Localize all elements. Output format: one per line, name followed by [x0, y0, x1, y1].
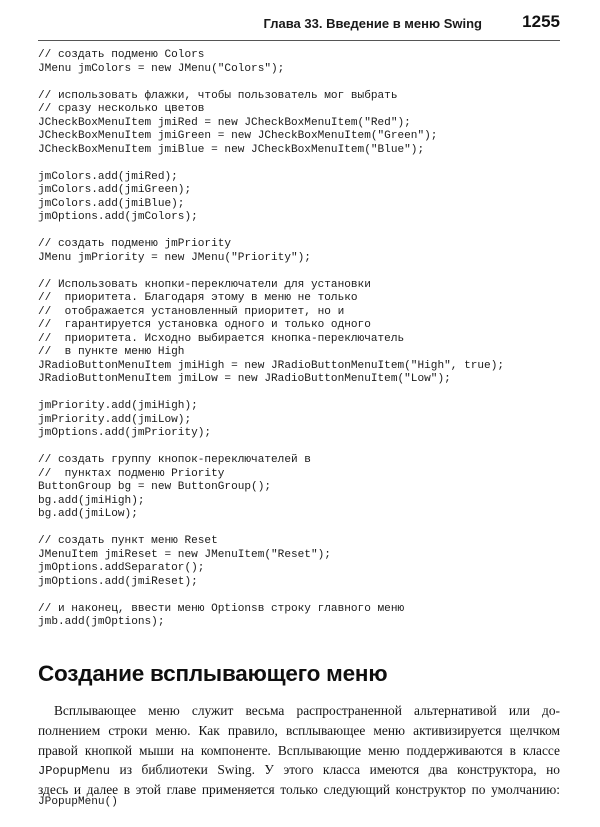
code-line: jmColors.add(jmiRed);: [38, 170, 178, 183]
code-line: jmb.add(jmOptions);: [38, 616, 165, 628]
paragraph-line: правой кнопкой мыши на компоненте. Всплывающие меню поддерживаются в классе: [38, 742, 560, 758]
code-line: jmOptions.add(jmiReset);: [38, 575, 198, 588]
section-heading: Создание всплывающего меню: [38, 661, 388, 686]
code-line: JCheckBoxMenuItem jmiGreen = new JCheckBoxMenuItem("Green");: [38, 130, 438, 142]
code-line: // приоритета. Исходно выбирается кнопка-переключатель: [38, 332, 405, 345]
paragraph-line: здесь и далее в этой главе применяется только следующий конструктор по умолчанию:: [38, 782, 560, 798]
code-line: // гарантируется установка одного и только одного: [38, 319, 371, 331]
code-line: // использовать флажки, чтобы пользователь мог выбрать: [38, 89, 398, 102]
code-line: // Использовать кнопки-переключатели для установки: [38, 278, 371, 291]
body-paragraph: [38, 701, 560, 800]
code-line: jmPriority.add(jmiLow);: [38, 413, 192, 426]
code-line: ButtonGroup bg = new ButtonGroup();: [38, 481, 272, 493]
code-line: jmOptions.add(jmColors);: [38, 211, 198, 223]
code-line: JMenu jmPriority = new JMenu("Priority");: [38, 251, 311, 264]
paragraph-line-text: из библиотеки Swing. У этого класса имеются два конструктора, но: [110, 762, 560, 778]
code-block: [38, 400, 568, 441]
paragraph-line: [38, 760, 560, 780]
code-line: // создать группу кнопок-переключателей в: [38, 454, 311, 466]
code-block: [38, 603, 568, 630]
code-line: jmColors.add(jmiGreen);: [38, 184, 192, 196]
code-line: // сразу несколько цветов: [38, 103, 205, 115]
inline-code-class-name: JPopupMenu: [38, 764, 111, 779]
paragraph-line: полнением строки меню. Как правило, всплывающее меню активизируется щелчком: [38, 722, 560, 738]
code-line: bg.add(jmiLow);: [38, 508, 138, 520]
code-block: [38, 90, 568, 158]
code-line: JCheckBoxMenuItem jmiBlue = new JCheckBoxMenuItem("Blue");: [38, 143, 425, 156]
code-line: jmOptions.add(jmPriority);: [38, 427, 212, 439]
code-block: [38, 238, 568, 265]
code-line: // приоритета. Благодаря этому в меню не только: [38, 292, 358, 304]
code-line: JMenu jmColors = new JMenu("Colors");: [38, 62, 285, 75]
code-listing: [38, 49, 568, 643]
code-line: // и наконец, ввести меню Optionsв строку главного меню: [38, 602, 405, 615]
constructor-code: JPopupMenu(): [38, 796, 118, 808]
paragraph-line: Всплывающее меню служит весьма распространенной альтернативой или до-: [54, 703, 560, 718]
code-line: jmOptions.addSeparator();: [38, 562, 205, 574]
code-block: [38, 279, 568, 387]
code-line: JRadioButtonMenuItem jmiHigh = new JRadioButtonMenuItem("High", true);: [38, 359, 505, 372]
code-line: // создать пункт меню Reset: [38, 535, 218, 547]
code-line: bg.add(jmiHigh);: [38, 494, 145, 507]
code-block: [38, 454, 568, 522]
code-line: // в пункте меню High: [38, 346, 185, 358]
code-line: JMenuItem jmiReset = new JMenuItem("Reset");: [38, 548, 331, 561]
page-number: 1255: [522, 12, 560, 31]
page-header: [38, 14, 560, 36]
running-head: Глава 33. Введение в меню Swing: [263, 16, 482, 31]
code-line: // создать подменю jmPriority: [38, 238, 232, 250]
code-block: [38, 171, 568, 225]
code-line: JRadioButtonMenuItem jmiLow = new JRadioButtonMenuItem("Low");: [38, 373, 451, 385]
code-line: jmColors.add(jmiBlue);: [38, 197, 185, 210]
code-block: [38, 535, 568, 589]
code-line: // отображается установленный приоритет, но и: [38, 305, 345, 318]
code-line: // создать подменю Colors: [38, 49, 205, 61]
code-line: // пунктах подменю Priority: [38, 467, 225, 480]
code-line: JCheckBoxMenuItem jmiRed = new JCheckBoxMenuItem("Red");: [38, 116, 411, 129]
code-line: jmPriority.add(jmiHigh);: [38, 400, 198, 412]
header-rule: [38, 40, 560, 41]
code-block: [38, 49, 568, 76]
